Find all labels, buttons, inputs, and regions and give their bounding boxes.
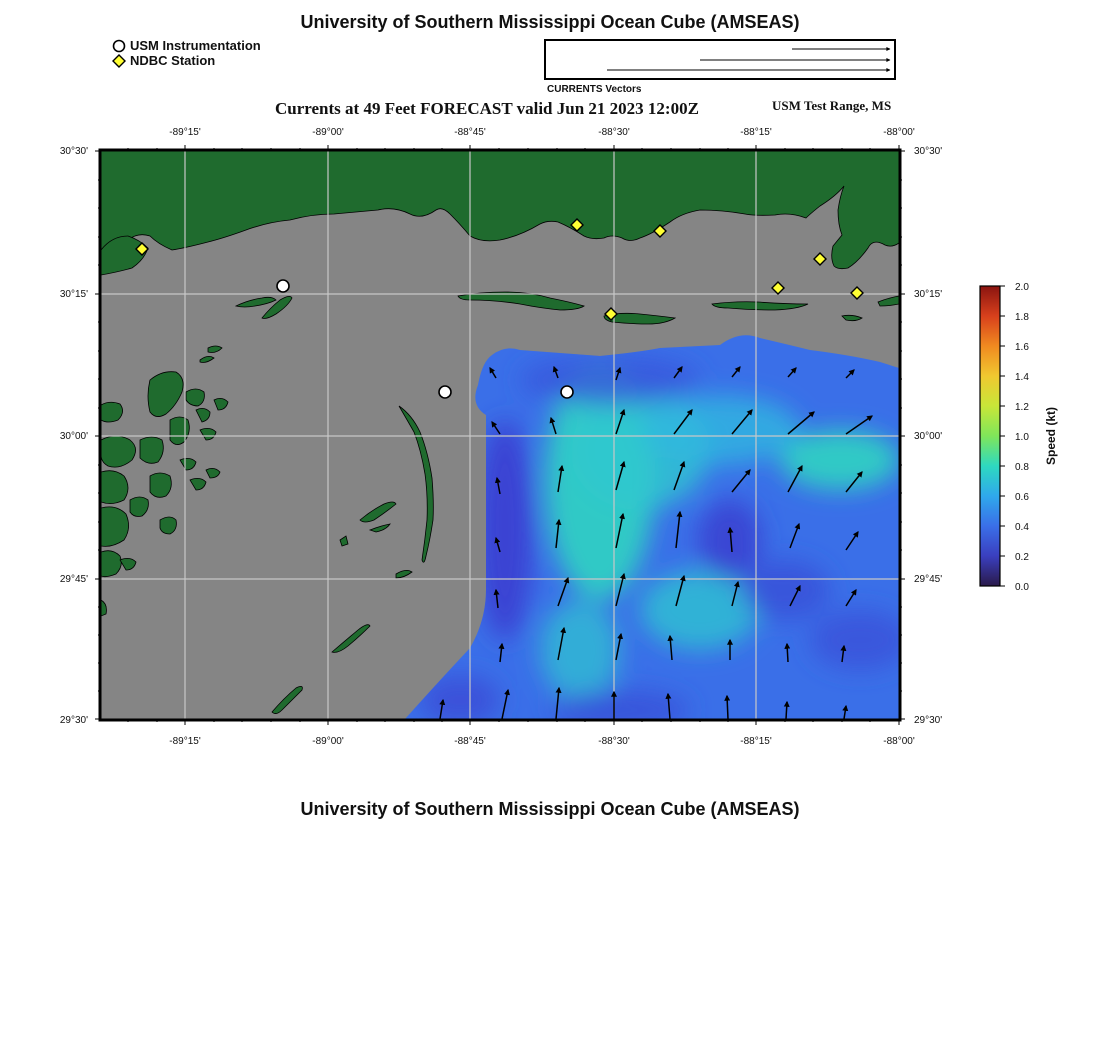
colorbar-tick-label: 1.4 xyxy=(1015,372,1029,383)
colorbar-tick-label: 1.0 xyxy=(1015,432,1029,443)
lon-tick-label: -89°00' xyxy=(312,127,344,138)
colorbar-gradient xyxy=(980,286,1000,586)
lon-tick-label: -88°45' xyxy=(454,127,486,138)
map-subtitle: Currents at 49 Feet FORECAST valid Jun 21 2023 12:00Z xyxy=(275,99,699,118)
lat-tick-label: 29°45' xyxy=(59,574,88,585)
lon-tick-label: -89°00' xyxy=(312,736,344,747)
lat-tick-label: 30°00' xyxy=(914,431,943,442)
lat-tick-label: 29°30' xyxy=(59,715,88,726)
lat-tick-label: 30°30' xyxy=(914,146,943,157)
lon-tick-label: -89°15' xyxy=(169,127,201,138)
vector-scale-caption: CURRENTS Vectors xyxy=(547,84,642,95)
colorbar-tick-label: 0.6 xyxy=(1015,492,1029,503)
legend-usm-label: USM Instrumentation xyxy=(130,38,261,53)
lon-tick-labels-top xyxy=(169,127,915,138)
colorbar-tick-label: 1.2 xyxy=(1015,402,1029,413)
colorbar-tick-label: 0.8 xyxy=(1015,462,1029,473)
lon-tick-label: -88°15' xyxy=(740,127,772,138)
colorbar-label: Speed (kt) xyxy=(1044,406,1058,466)
lon-tick-label: -88°30' xyxy=(598,127,630,138)
colorbar xyxy=(980,282,1058,593)
colorbar-tick-label: 1.8 xyxy=(1015,312,1029,323)
footer-title: University of Southern Mississippi Ocean Cube (AMSEAS) xyxy=(300,799,800,819)
lat-tick-label: 30°15' xyxy=(914,289,943,300)
usm-instrumentation-icon xyxy=(277,280,289,292)
usm-instrumentation-icon xyxy=(439,386,451,398)
lon-tick-label: -88°30' xyxy=(598,736,630,747)
lat-tick-label: 29°45' xyxy=(914,574,943,585)
lat-tick-label: 30°30' xyxy=(59,146,88,157)
lat-tick-labels-left xyxy=(60,146,88,726)
colorbar-tick-label: 0.2 xyxy=(1015,552,1029,563)
lon-tick-label: -89°15' xyxy=(169,736,201,747)
chart-title: University of Southern Mississippi Ocean Cube (AMSEAS) xyxy=(300,12,800,32)
lon-tick-label: -88°00' xyxy=(883,736,915,747)
lon-tick-label: -88°15' xyxy=(740,736,772,747)
colorbar-tick-label: 1.6 xyxy=(1015,342,1029,353)
region-label: USM Test Range, MS xyxy=(772,98,892,113)
colorbar-tick-label: 0.4 xyxy=(1015,522,1029,533)
lon-tick-label: -88°00' xyxy=(883,127,915,138)
legend-ndbc-label: NDBC Station xyxy=(130,53,216,68)
lat-tick-label: 30°00' xyxy=(59,431,88,442)
lon-tick-label: -88°45' xyxy=(454,736,486,747)
lat-tick-labels-right xyxy=(914,146,942,726)
colorbar-tick-label: 2.0 xyxy=(1015,282,1029,293)
colorbar-tick-label: 0.0 xyxy=(1015,582,1029,593)
lon-tick-labels-bottom xyxy=(169,736,915,747)
usm-instrumentation-icon xyxy=(561,386,573,398)
lat-tick-label: 29°30' xyxy=(914,715,943,726)
lat-tick-label: 30°15' xyxy=(59,289,88,300)
